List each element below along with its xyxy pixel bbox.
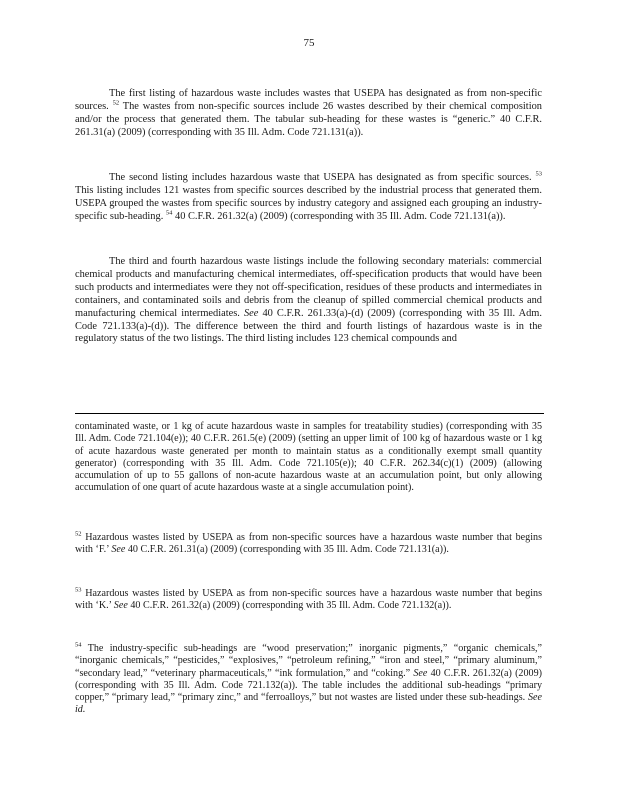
paragraph-text: The wastes from non-specific sources include 26 wastes described by their chemical composition and/or the process that generated them. The tabular sub-heading for these wastes is “generic.” 40 C.F.R. 261.31(a) (2009) (corresponding with 35 Ill. Adm. Code 721.131(a)). <box>75 100 542 138</box>
see-signal: See <box>413 667 428 679</box>
footnote-number: 52 <box>75 530 82 538</box>
see-signal: See <box>243 307 259 319</box>
footnote-continuation: contaminated waste, or 1 kg of acute hazardous waste in samples for treatability studies) (corresponding with 35 Ill. Adm. Code 721.104(e)); 40 C.F.R. 261.5(e) (2009) (setting an upper limit of 100 kg of hazardous waste or 1 kg of acute hazardous waste generated per month to maintain status as a conditionally exempt small quantity generator) (corresponding with 35 Ill. Adm. Code 721.105(e)); 40 C.F.R. 262.34(c)(1) (2009) (allowing accumulation of up to 55 gallons of non-acute hazardous waste at an accumulation point, but only allowing accumulation of one quart of acute hazardous waste at a single accumulation point). <box>75 421 542 494</box>
see-signal: See <box>113 600 128 612</box>
paragraph-text: The second listing includes hazardous waste that USEPA has designated as from specific sources. <box>109 172 532 183</box>
footnote-ref-54[interactable]: 54 <box>165 209 173 217</box>
footnote-text: 40 C.F.R. 261.32(a) (2009) (corresponding with 35 Ill. Adm. Code 721.132(a)). The table includes the additional sub-headings “primary copper,” “primary lead,” “primary zinc,” and “ferroalloys,” but not wastes are listed under these sub-headings. <box>75 667 542 704</box>
paragraph-text: The third and fourth hazardous waste listings include the following secondary materials: commercial chemical products and manufacturing chemical intermediates, off-specification products that would have been such products and intermediates were they not off-specification, residues of these products and intermediates in containers, and contaminated soils and debris from the cleanup of spilled commercial chemical products and manufacturing chemical intermediates. <box>75 256 542 319</box>
footnote-ref-52[interactable]: 52 <box>112 99 120 107</box>
footnote-53 <box>75 588 542 613</box>
footnote-text: 40 C.F.R. 261.31(a) (2009) (corresponding with 35 Ill. Adm. Code 721.131(a)). <box>127 544 449 556</box>
paragraph-first-listing <box>75 88 542 140</box>
footnote-54 <box>75 643 542 717</box>
see-id-signal: See id. <box>75 692 542 716</box>
paragraph-text: 40 C.F.R. 261.32(a) (2009) (corresponding with 35 Ill. Adm. Code 721.131(a)). <box>175 210 506 222</box>
footnote-text: Hazardous wastes listed by USEPA as from non-specific sources have a hazardous waste number that begins with ‘F.’ <box>75 532 542 556</box>
footnote-number: 53 <box>75 586 82 594</box>
footnote-text: The industry-specific sub-headings are “wood preservation;” inorganic pigments,” “organic chemicals,” “inorganic chemicals,” “pesticides,” “explosives,” “petroleum refining,” “iron and steel,” “primary aluminum,” “secondary lead,” “veterinary pharmaceuticals,” “ink formulation,” and “coking.” <box>75 643 542 679</box>
footnote-ref-53[interactable]: 53 <box>535 170 542 178</box>
footnote-text: Hazardous wastes listed by USEPA as from non-specific sources have a hazardous waste number that begins with ‘K.’ <box>75 588 542 612</box>
footnote-separator <box>75 413 544 414</box>
paragraph-second-listing <box>75 172 542 224</box>
footnote-text: 40 C.F.R. 261.32(a) (2009) (corresponding with 35 Ill. Adm. Code 721.132(a)). <box>130 600 452 612</box>
paragraph-text: The first listing of hazardous waste includes wastes that USEPA has designated as from non-specific sources. <box>75 88 542 112</box>
paragraph-text: 40 C.F.R. 261.33(a)-(d) (2009) (corresponding with 35 Ill. Adm. Code 721.133(a)-(d)). The difference between the third and fourth listings of hazardous waste is in the regulatory status of the two listings. The third listing includes 123 chemical compounds and <box>75 307 542 345</box>
page-number: 75 <box>303 37 315 49</box>
see-signal: See <box>111 544 126 556</box>
paragraph-third-fourth-listings <box>75 256 542 346</box>
footnote-number: 54 <box>75 641 82 649</box>
paragraph-text: This listing includes 121 wastes from specific sources described by the industrial process that generated them. USEPA grouped the wastes from specific sources by industry category and assigned each grouping an industry-specific sub-heading. <box>75 184 542 222</box>
footnote-52 <box>75 532 542 557</box>
